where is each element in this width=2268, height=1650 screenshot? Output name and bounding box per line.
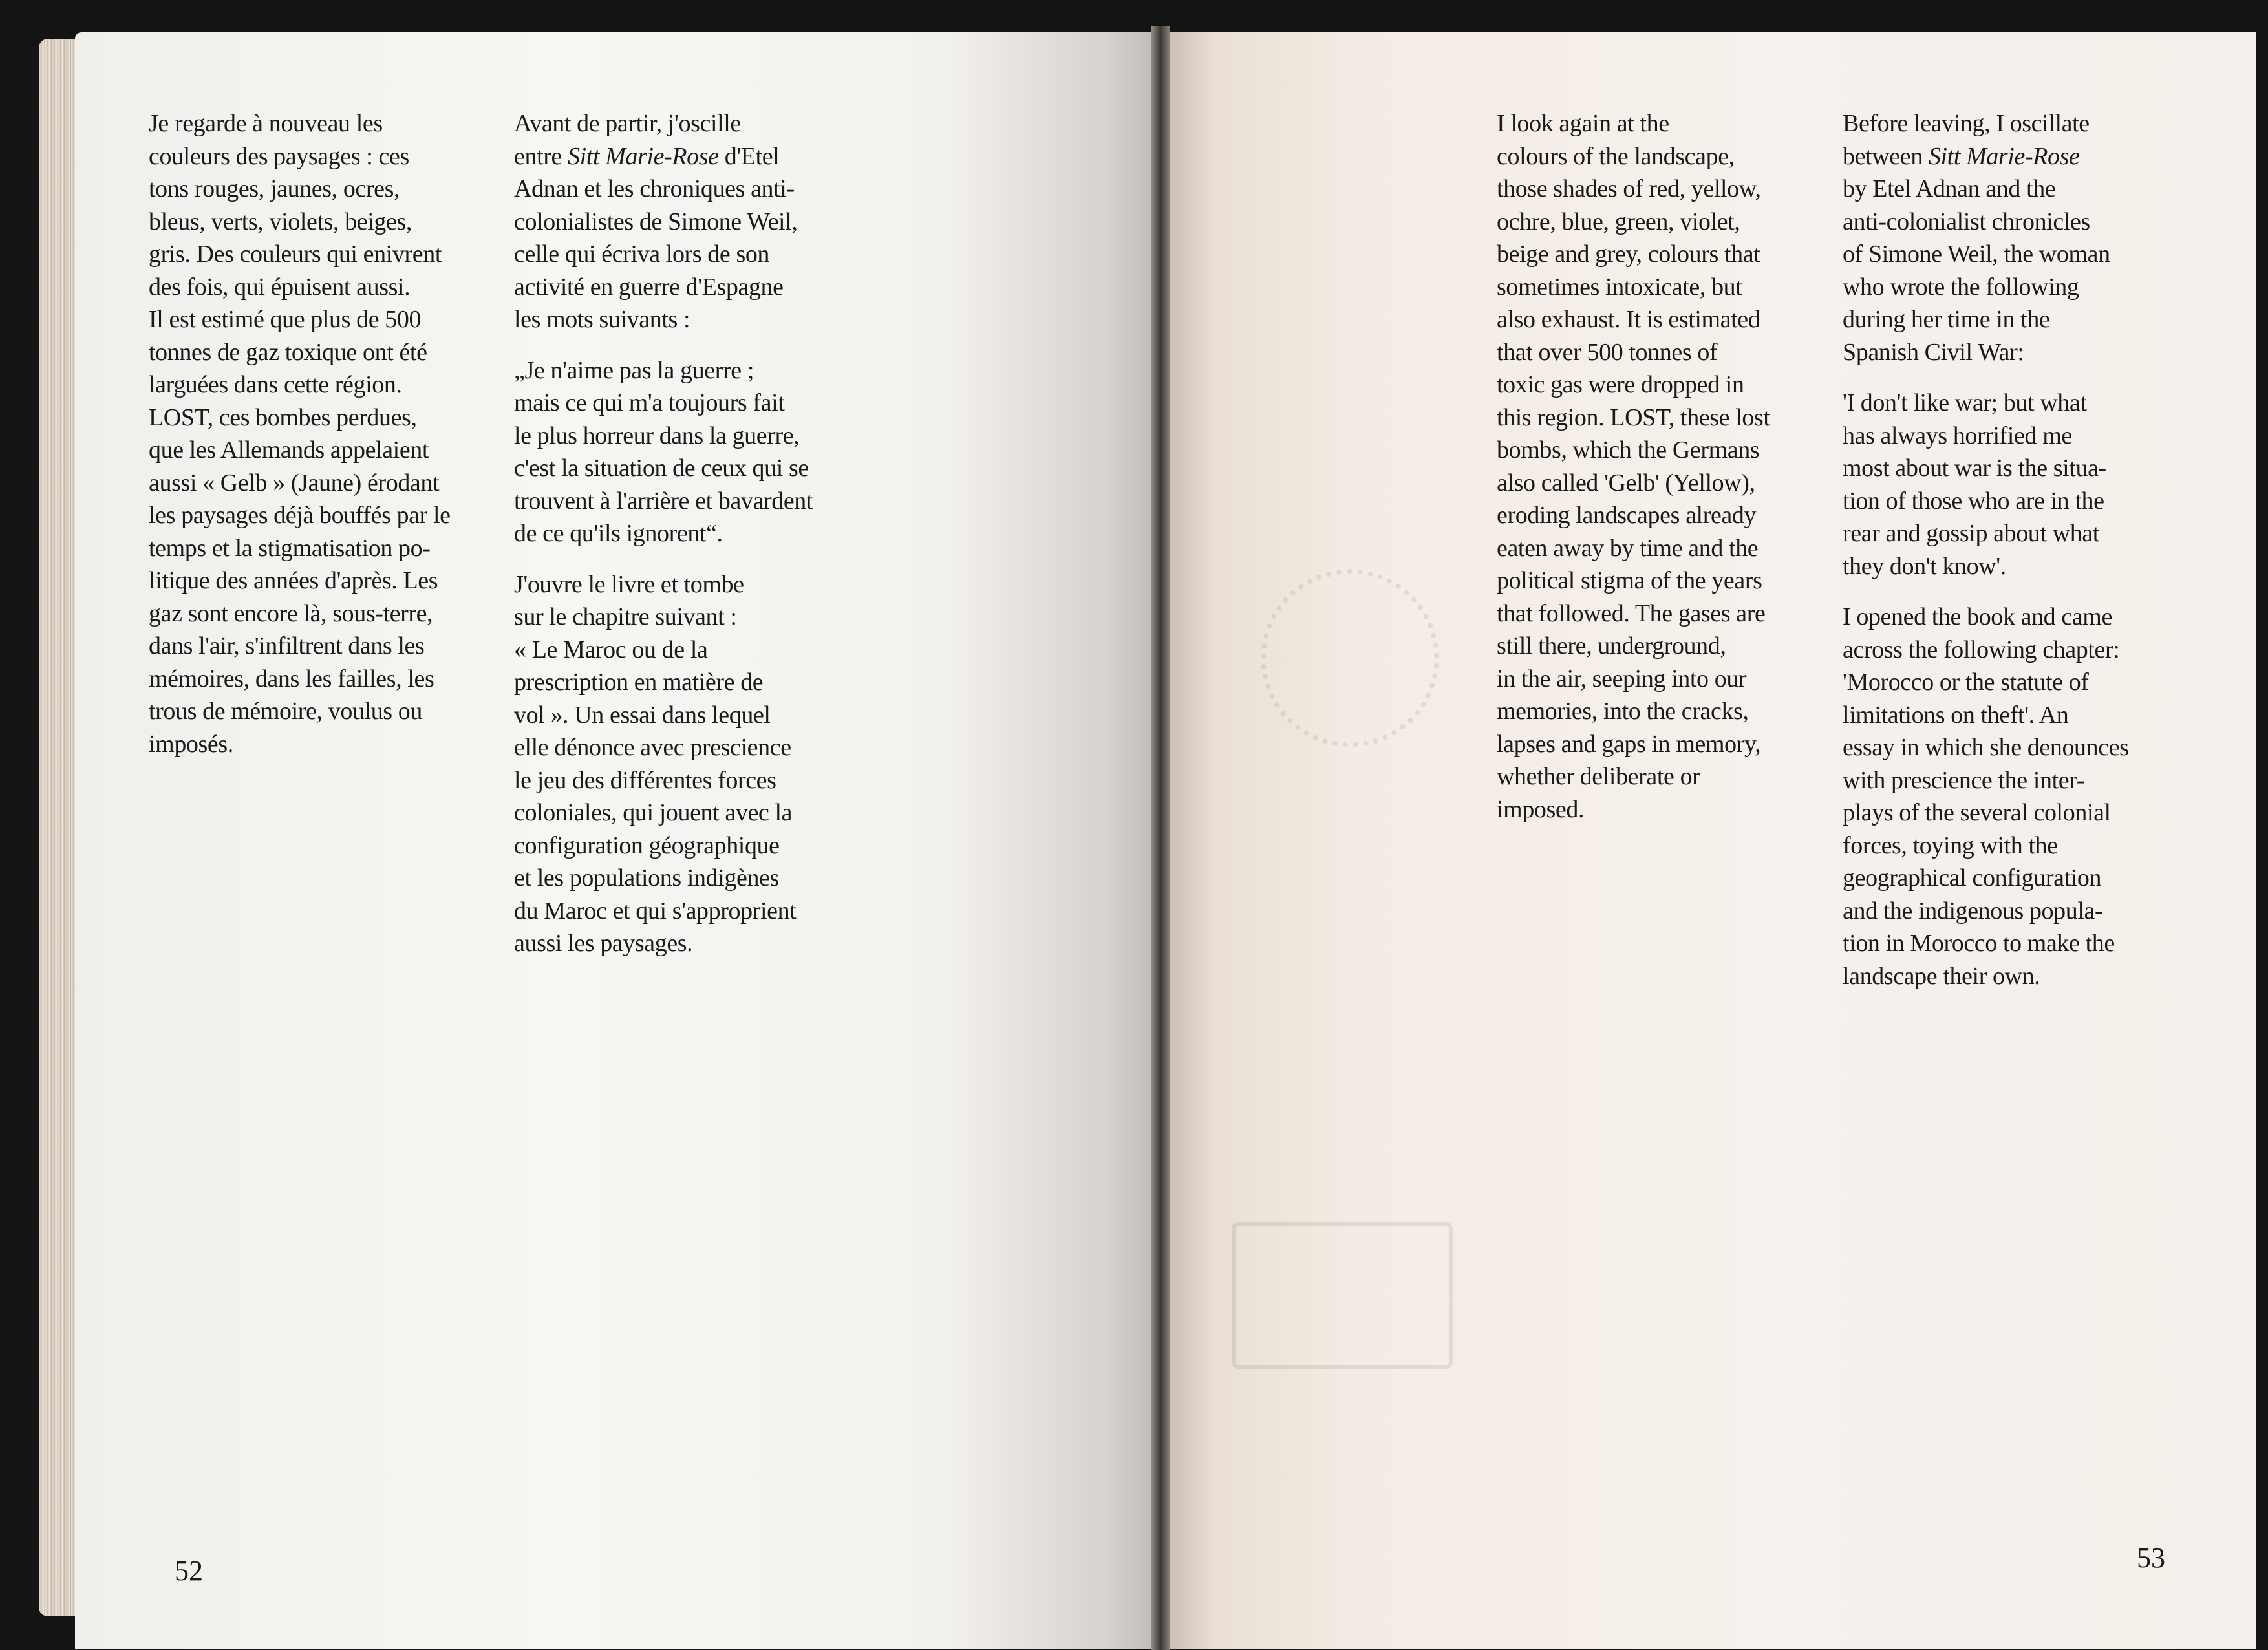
paragraph: Je regarde à nouveau les couleurs des paysages : ces tons rouges, jaunes, ocres, bleus, verts, violets, beiges, gris. Des couleurs qui enivrent des fois, qui épuisent aussi. Il est estimé que plus de 500 tonnes de gaz toxique ont été larguées dans cette région. LOST, ces bombes perdues, que les Allemands appelaient aussi « Gelb » (Jaune) érodant les paysages déjà bouffés par le temps et la stigmatisation po- litique des années d'après. Les gaz sont encore là, sous-terre, dans l'air, s'infiltrent dans les mémoires, dans les failles, les trous de mémoire, voulus ou imposés. bbox=[149, 110, 451, 758]
book-title-italic: Sitt Marie-Rose bbox=[568, 142, 719, 170]
paragraph bbox=[1843, 107, 2205, 369]
paragraph bbox=[514, 107, 876, 336]
quote-paragraph: 'I don't like war; but what has always horrified me most about war is the situa- tion of those who are in the rear and gossip about what they don't know'. bbox=[1843, 389, 2106, 580]
text-run: Avant de partir, j'oscille entre bbox=[514, 110, 741, 170]
book-title-italic: Sitt Marie-Rose bbox=[1928, 142, 2080, 170]
page-number-left: 52 bbox=[175, 1555, 203, 1587]
quote-paragraph: „Je n'aime pas la guerre ; mais ce qui m'a toujours fait le plus horreur dans la guerre, c'est la situation de ceux qui se trouvent à l'arrière et bavardent de ce qu'ils ignorent“. bbox=[514, 356, 813, 547]
book-gutter bbox=[1151, 26, 1170, 1650]
right-page-column-1 bbox=[1497, 107, 1833, 826]
left-page-column-2 bbox=[514, 107, 876, 960]
right-page-column-2 bbox=[1843, 107, 2205, 992]
paragraph: J'ouvre le livre et tombe sur le chapitre suivant : « Le Maroc ou de la prescription en matière de vol ». Un essai dans lequel elle dénonce avec prescience le jeu des différentes forces coloniales, qui jouent avec la configuration géographique et les populations indigènes du Maroc et qui s'approprient aussi les paysages. bbox=[514, 570, 797, 957]
paragraph: I opened the book and came across the following chapter: 'Morocco or the statute of limitations on theft'. An essay in which she denounces with prescience the inter- plays of the several colonial forces, toying with the geographical configuration and the indigenous popula- tion in Morocco to make the landscape their own. bbox=[1843, 603, 2129, 990]
text-run: Before leaving, I oscillate between bbox=[1843, 110, 2090, 170]
paragraph: I look again at the colours of the landscape, those shades of red, yellow, ochre, blue, green, violet, beige and grey, colours that sometimes intoxicate, but also exhaust. It is estimated that over 500 tonnes of toxic gas were dropped in this region. LOST, these lost bombs, which the Germans also called 'Gelb' (Yellow), eroding landscapes already eaten away by time and the political stigma of the years that followed. The gases are still there, underground, in the air, seeping into our memories, into the cracks, lapses and gaps in memory, whether deliberate or imposed. bbox=[1497, 110, 1770, 823]
text-run: d'Etel Adnan et les chroniques anti- colonialistes de Simone Weil, celle qui écriva lors de son activité en guerre d'Espagne les mots suivants : bbox=[514, 142, 798, 333]
page-number-right: 53 bbox=[2137, 1542, 2165, 1574]
left-page-column-1 bbox=[149, 107, 511, 760]
text-run: by Etel Adnan and the anti-colonialist chronicles of Simone Weil, the woman who wrote the following during her time in the Spanish Civil War: bbox=[1843, 175, 2110, 366]
